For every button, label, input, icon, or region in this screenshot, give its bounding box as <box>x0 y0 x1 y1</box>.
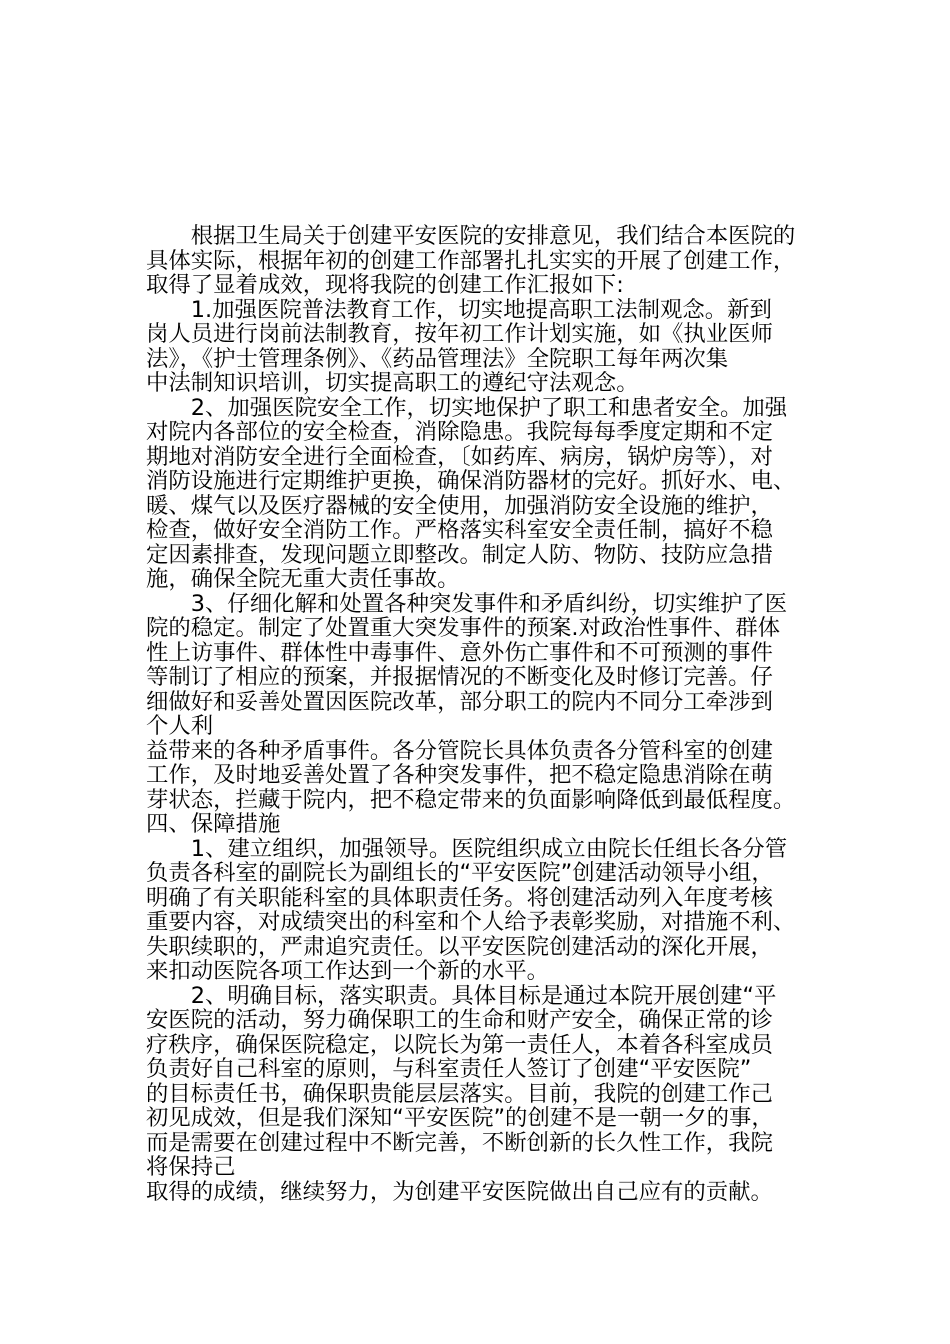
body-line: 检查，做好安全消防工作。严格落实科室安全责任制，搞好不稳 <box>146 517 773 543</box>
body-line: 暖、煤气以及医疗器械的安全使用，加强消防安全设施的维护， <box>146 492 773 519</box>
body-line: 明确了有关职能科室的具体职责任务。将创建活动列入年度考核 <box>146 884 773 911</box>
body-line: 负责好自己科室的原则，与科室责任人签订了创建“平安医院” <box>146 1056 752 1082</box>
body-line: 疗秩序，确保医院稳定，以院长为第一责任人，本着各科室成员 <box>146 1031 773 1058</box>
body-line: 3、仔细化解和处置各种突发事件和矛盾纠纷，切实维护了医 <box>146 590 788 617</box>
body-line: 1、建立组织，加强领导。医院组织成立由院长任组长各分管 <box>146 835 788 862</box>
body-line: 岗人员进行岗前法制教育，按年初工作计划实施，如《执业医师 <box>146 321 773 347</box>
body-line: 施，确保全院无重大责任事故。 <box>146 566 460 592</box>
body-line: 取得的成绩，继续努力，为创建平安医院做出自己应有的贡献。 <box>146 1178 773 1205</box>
body-line: 等制订了相应的预案，并报据情况的不断变化及时修订完善。仔 <box>146 664 773 690</box>
body-line: 个人利 <box>146 713 214 739</box>
body-line: 工作，及时地妥善处置了各种突发事件，把不稳定隐患消除在萌 <box>146 762 773 788</box>
section-heading: 四、保障措施 <box>146 811 281 837</box>
body-line: 芽状态，拦藏于院内，把不稳定带来的负面影响降低到最低程度。 <box>146 786 796 813</box>
body-line: 消防设施进行定期维护更换，确保消防器材的完好。抓好水、电、 <box>146 468 796 494</box>
body-line: 的目标责任书，确保职贵能层层落实。目前，我院的创建工作己 <box>146 1080 773 1107</box>
body-line: 初见成效，但是我们深知“平安医院”的创建不是一朝一夕的事， <box>146 1105 774 1131</box>
body-line: 法》，《护士管理条例》、《药品管理法》全院职工每年两次集 <box>146 345 729 372</box>
body-line: 中法制知识培训，切实提高职工的遵纪守法观念。 <box>146 370 639 396</box>
body-line: 性上访事件、群体性中毒事件、意外伤亡事件和不可预测的事件 <box>146 639 773 666</box>
body-line: 将保持己 <box>146 1154 236 1180</box>
body-line: 而是需要在创建过程中不断完善，不断创新的长久性工作，我院 <box>146 1129 773 1156</box>
body-line: 定因素排查，发现问题立即整改。制定人防、物防、技防应急措 <box>146 541 773 568</box>
body-line: 失职续职的，严肃追究责任。以平安医院创建活动的深化开展， <box>146 933 773 960</box>
body-line: 期地对消防安全进行全面检查，〔如药库、病房，锅炉房等），对 <box>146 443 773 470</box>
body-line: 2、加强医院安全工作，切实地保护了职工和患者安全。加强 <box>146 394 788 421</box>
body-line: 来扣动医院各项工作达到一个新的水平。 <box>146 958 550 984</box>
body-line: 负责各科室的副院长为副组长的“平安医院”创建活动领导小组， <box>146 860 774 886</box>
body-line: 2、明确目标，落实职责。具体目标是通过本院开展创建“平 <box>146 982 777 1009</box>
body-line: 根据卫生局关于创建平安医院的安排意见，我们结合本医院的 <box>146 223 796 249</box>
body-line: 细做好和妥善处置因医院改革，部分职工的院内不同分工牵涉到 <box>146 688 773 715</box>
body-line: 1.加强医院普法教育工作，切实地提高职工法制观念。新到 <box>146 296 772 323</box>
body-line: 取得了显着成效，现将我院的创建工作汇报如下: <box>146 272 624 298</box>
body-line: 益带来的各种矛盾事件。各分管院长具体负责各分管科室的创建 <box>146 737 773 764</box>
document-body <box>146 224 836 1204</box>
body-line: 重要内容，对成绩突出的科室和个人给予表彰奖励，对措施不利、 <box>146 909 796 935</box>
body-line: 安医院的活动，努力确保职工的生命和财产安全，确保正常的诊 <box>146 1007 773 1033</box>
body-line: 对院内各部位的安全检查，消除隐患。我院每每季度定期和不定 <box>146 419 773 445</box>
body-line: 具体实际，根据年初的创建工作部署扎扎实实的开展了创建工作， <box>146 247 796 274</box>
body-line: 院的稳定。制定了处置重大突发事件的预案.对政治性事件、群体 <box>146 615 781 641</box>
